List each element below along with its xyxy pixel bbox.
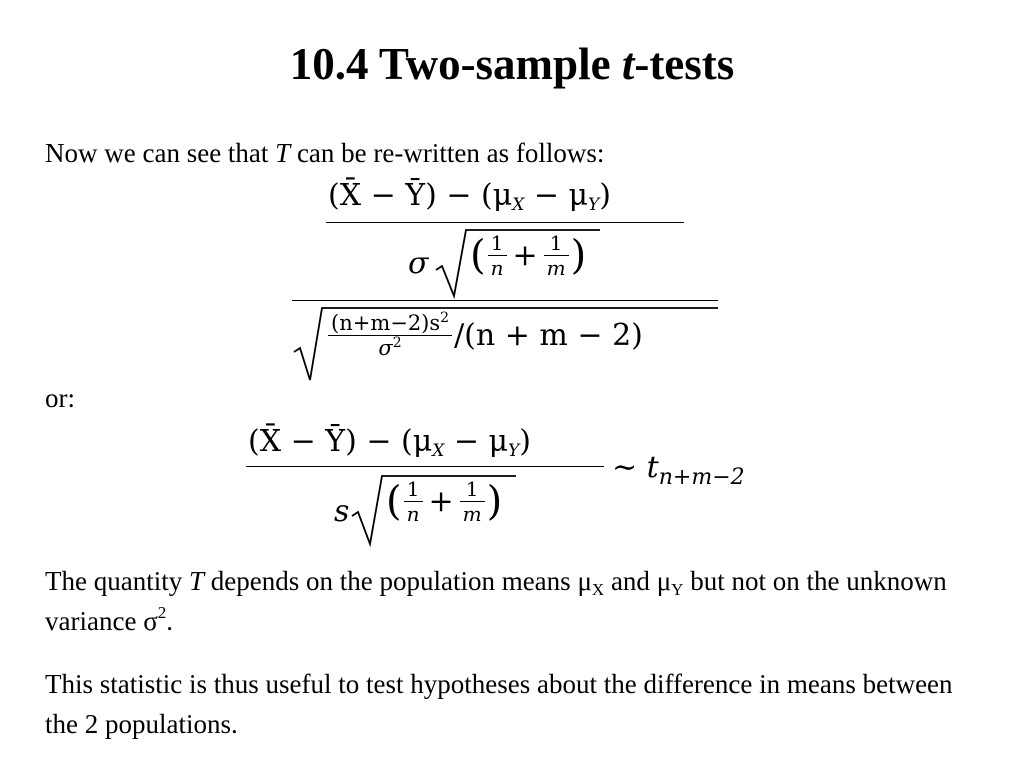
intro-variable-t: T (275, 138, 291, 168)
f2-lparen: ( (386, 478, 402, 525)
f1-rparen: ) (570, 232, 587, 279)
f2-dist-df: n+m−2 (658, 465, 745, 490)
q-sq: 2 (157, 603, 167, 622)
quantity-paragraph (45, 561, 985, 641)
f2-s (334, 494, 349, 530)
f2-frac-1m-num: 1 (465, 477, 479, 501)
intro-paragraph (45, 133, 985, 173)
f2-rparen: ) (486, 478, 503, 525)
f1-sqrt-big (292, 304, 722, 384)
f2-frac-1n-den: n (404, 501, 423, 525)
q-sigma: σ (143, 606, 158, 636)
f2-dist-t: ∼ t (612, 450, 659, 485)
f1-variance-num (328, 312, 452, 335)
f1-frac-1m-num: 1 (549, 231, 563, 255)
q-sub-x: X (591, 580, 605, 599)
f1-sub-x: X (512, 195, 525, 215)
f1-variance-den-sq: 2 (392, 335, 402, 351)
f1-frac-1m (544, 232, 569, 279)
intro-text: Now we can see that (45, 138, 276, 168)
f1-sqrt-big-contents (326, 312, 643, 359)
f2-sqrt (350, 472, 520, 548)
intro-text-end: can be re-written as follows: (290, 138, 605, 168)
f1-tail: /(n + m − 2) (454, 318, 643, 353)
or-label (45, 378, 985, 418)
f1-sigma (408, 246, 428, 282)
f1-sqrt-contents (470, 232, 586, 279)
q-sub-y: Y (671, 580, 684, 599)
f1-frac-1n-den: n (488, 255, 507, 279)
f2-numerator-main: (X̄ − Ȳ) − (μ (248, 424, 433, 459)
f1-sub-y: Y (588, 195, 600, 215)
q-text-2: depends on the population means (204, 566, 578, 596)
f2-frac-1n (404, 478, 423, 525)
q-text-3: but not on the unknown variance (45, 566, 947, 636)
f1-sigma-symbol: σ (408, 246, 429, 281)
f2-frac-1m (460, 478, 485, 525)
f1-lparen: ( (470, 232, 486, 279)
f2-numerator (248, 424, 531, 460)
f1-variance-fraction (328, 312, 452, 359)
f2-sub-x: X (432, 441, 445, 461)
f2-plus: + (428, 484, 454, 519)
f1-frac-1n-num: 1 (490, 231, 504, 255)
f2-sqrt-contents (386, 478, 502, 525)
q-period: . (166, 606, 173, 636)
f1-sqrt-small (434, 226, 604, 302)
f1-plus: + (512, 238, 538, 273)
q-text-1: The quantity (45, 566, 189, 596)
f1-numerator (328, 178, 611, 214)
title-text: 10.4 Two-sample (289, 39, 622, 89)
f1-frac-1m-den: m (544, 255, 569, 279)
f2-minus-mu: − μ (444, 424, 509, 459)
slide-title (0, 34, 1024, 94)
f2-frac-1n-num: 1 (406, 477, 420, 501)
f2-fraction-bar (246, 466, 604, 467)
q-and: and (604, 566, 657, 596)
f1-variance-den-sigma: σ (378, 336, 393, 360)
f1-main-fraction-bar (292, 300, 718, 301)
formula-t-expanded (288, 176, 728, 386)
title-tail: -tests (634, 39, 735, 89)
f1-frac-1n (488, 232, 507, 279)
f1-minus-mu: − μ (524, 178, 589, 213)
q-mu-y: μ (656, 566, 672, 596)
f2-s-symbol: s (334, 494, 350, 529)
f2-close: ) (519, 424, 531, 459)
f1-inner-fraction-bar (326, 222, 684, 223)
title-italic-t: t (621, 39, 635, 89)
f2-frac-1m-den: m (460, 501, 485, 525)
f1-close: ) (599, 178, 611, 213)
conclusion-paragraph: This statistic is thus useful to test hypotheses about the difference in means between the 2 populations. (45, 669, 953, 739)
formula-t-distribution (244, 420, 804, 550)
or-text: or: (45, 383, 75, 413)
q-variable-t: T (188, 566, 204, 596)
f1-variance-num-text: (n+m−2)s (331, 311, 441, 335)
q-mu-x: μ (577, 566, 592, 596)
f2-sub-y: Y (508, 441, 520, 461)
f1-variance-den (328, 335, 452, 359)
f1-numerator-main: (X̄ − Ȳ) − (μ (328, 178, 513, 213)
f1-variance-num-sq: 2 (440, 310, 450, 326)
f2-distribution (612, 450, 745, 490)
